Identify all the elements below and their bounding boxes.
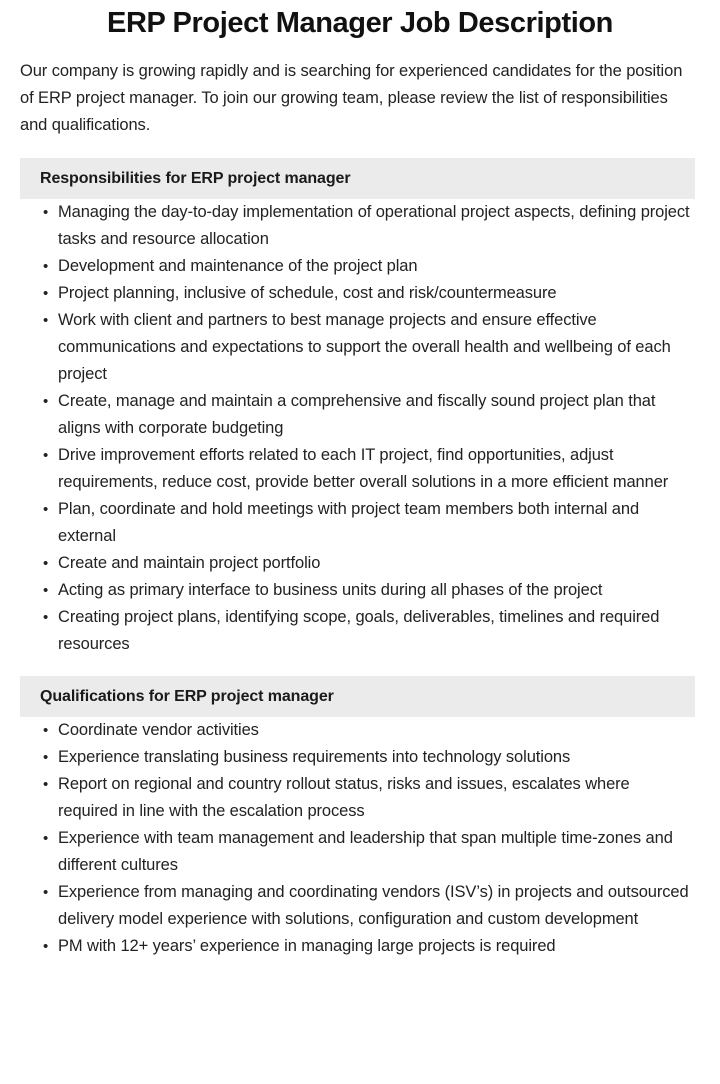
list-item: • Project planning, inclusive of schedule, cost and risk/countermeasure [0,280,720,307]
section-header-qualifications [20,676,695,717]
list-item: • Coordinate vendor activities [0,717,720,744]
responsibilities-list [0,199,720,658]
page-title: ERP Project Manager Job Description [107,7,613,39]
section-heading-label: Responsibilities for ERP project manager [40,169,351,187]
list-item: • Development and maintenance of the project plan [0,253,720,280]
list-item: • Work with client and partners to best manage projects and ensure effective communications and expectations to support the overall health and wellbeing of each project [0,307,720,388]
intro-paragraph: Our company is growing rapidly and is searching for experienced candidates for the position of ERP project manager. To join our growing team, please review the list of responsibilities and qualifications. [20,62,683,134]
list-item: • Plan, coordinate and hold meetings with project team members both internal and external [0,496,720,550]
list-item: • Experience translating business requirements into technology solutions [0,744,720,771]
list-item: • Experience from managing and coordinating vendors (ISV’s) in projects and outsourced delivery model experience with solutions, configuration and custom development [0,879,720,933]
list-item: • Report on regional and country rollout status, risks and issues, escalates where required in line with the escalation process [0,771,720,825]
section-header-responsibilities [20,158,695,199]
section-responsibilities [0,158,720,658]
list-item: • Experience with team management and leadership that span multiple time-zones and different cultures [0,825,720,879]
section-qualifications [0,676,720,960]
list-item: • Managing the day-to-day implementation of operational project aspects, defining project tasks and resource allocation [0,199,720,253]
list-item: • Drive improvement efforts related to each IT project, find opportunities, adjust requirements, reduce cost, provide better overall solutions in a more efficient manner [0,442,720,496]
list-item: • Creating project plans, identifying scope, goals, deliverables, timelines and required resources [0,604,720,658]
section-heading-label: Qualifications for ERP project manager [40,687,334,705]
list-item: • Acting as primary interface to business units during all phases of the project [0,577,720,604]
list-item: • PM with 12+ years’ experience in managing large projects is required [0,933,720,960]
list-item: • Create, manage and maintain a comprehensive and fiscally sound project plan that aligns with corporate budgeting [0,388,720,442]
list-item: • Create and maintain project portfolio [0,550,720,577]
qualifications-list [0,717,720,960]
